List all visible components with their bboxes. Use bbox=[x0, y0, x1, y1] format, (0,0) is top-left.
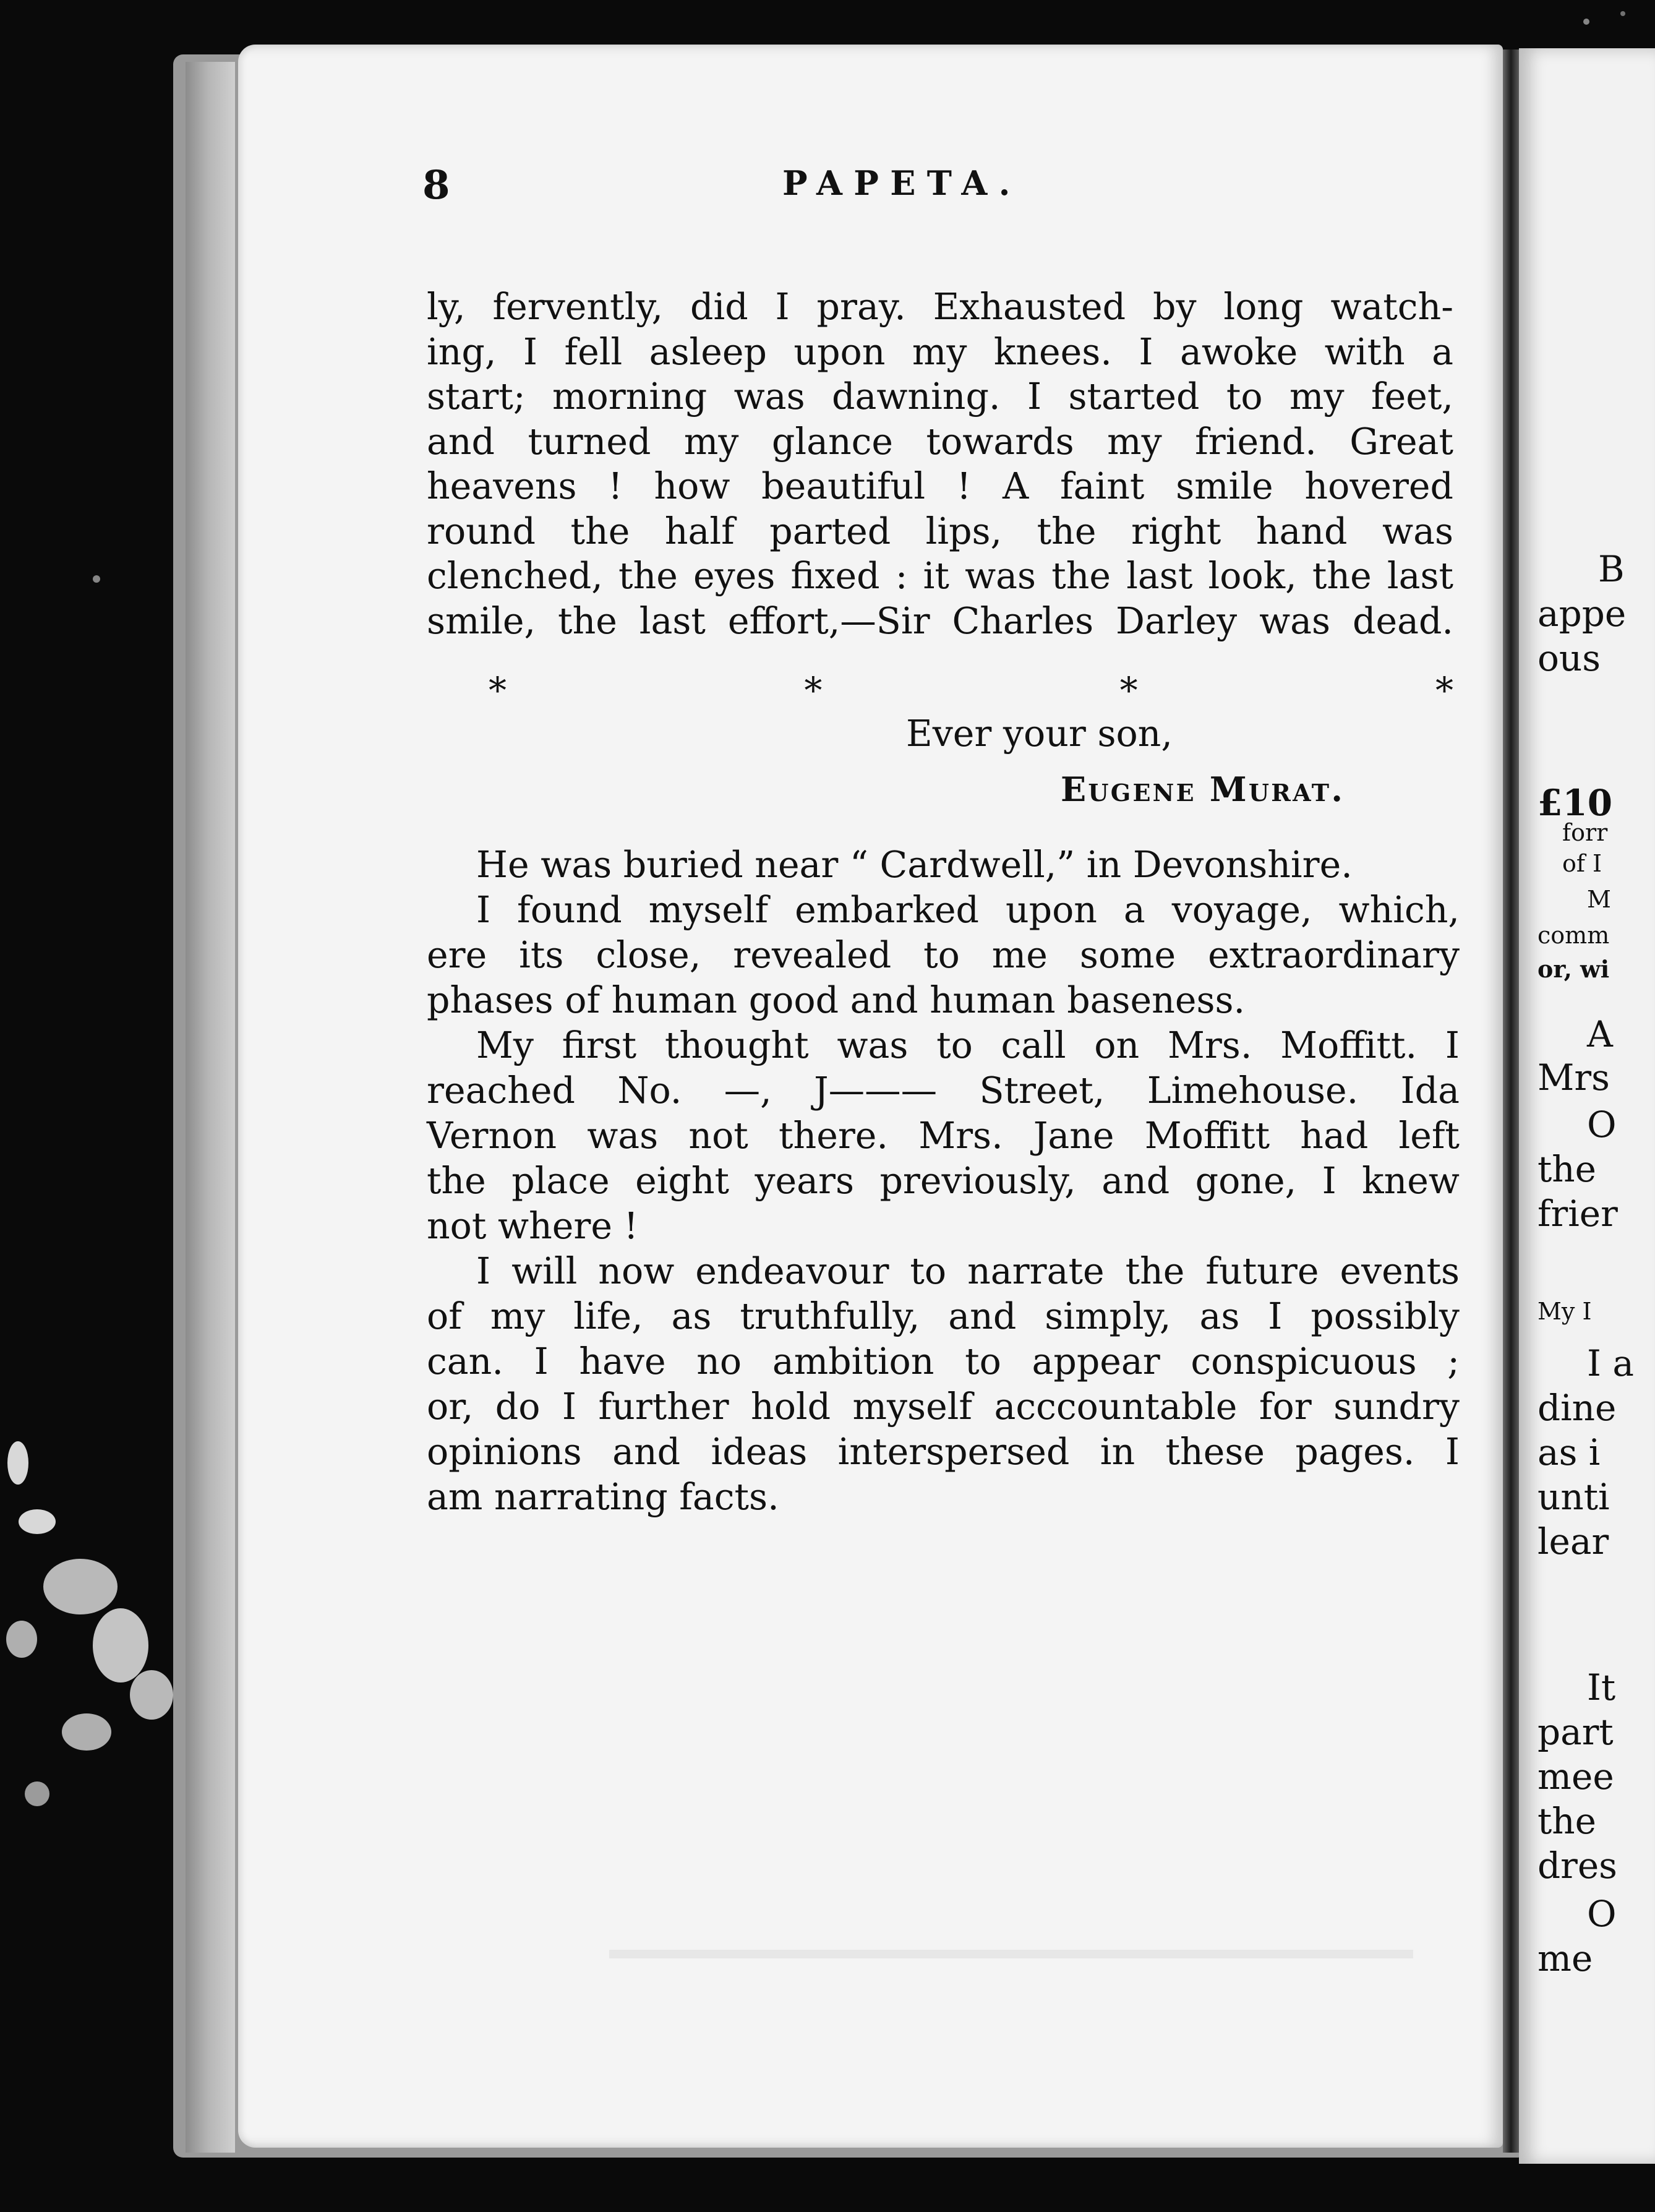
page-number: 8 bbox=[422, 162, 450, 208]
text-line: ing, I fell asleep upon my knees. I awoke with a bbox=[427, 330, 1453, 373]
right-page-text-fragment: I a bbox=[1587, 1342, 1634, 1384]
text-line: the place eight years previously, and gone, I knew bbox=[427, 1160, 1460, 1202]
right-page-text-fragment: dres bbox=[1537, 1845, 1617, 1887]
right-page-text-fragment: A bbox=[1587, 1013, 1613, 1055]
text-line: clenched, the eyes fixed : it was the last look, the last bbox=[427, 555, 1453, 597]
letter-text bbox=[427, 285, 1453, 643]
right-page-text-fragment: part bbox=[1537, 1711, 1614, 1753]
speckle bbox=[62, 1713, 111, 1751]
text-line: ly, fervently, did I pray. Exhausted by long watch- bbox=[427, 286, 1453, 328]
right-page-text-fragment: ous bbox=[1537, 637, 1601, 679]
speckle bbox=[7, 1441, 28, 1485]
text-line: can. I have no ambition to appear conspicuous ; bbox=[427, 1340, 1460, 1382]
letter-closing: Ever your son, bbox=[906, 713, 1173, 755]
section-separator bbox=[489, 669, 1453, 711]
right-page-text-fragment: as i bbox=[1537, 1431, 1601, 1473]
text-line: of my life, as truthfully, and simply, as I possibly bbox=[427, 1295, 1460, 1337]
speckle bbox=[1583, 19, 1589, 25]
right-page-text-fragment: me bbox=[1537, 1937, 1593, 1979]
right-page-text-fragment: comm bbox=[1537, 922, 1610, 949]
book-gutter bbox=[1503, 49, 1519, 2153]
right-page-text-fragment: forr bbox=[1562, 819, 1608, 846]
right-page-text-fragment: dine bbox=[1537, 1387, 1617, 1429]
text-line: My first thought was to call on Mrs. Moffitt. I bbox=[476, 1024, 1460, 1066]
right-page-text-fragment: mee bbox=[1537, 1755, 1614, 1798]
speckle bbox=[1620, 11, 1625, 16]
speckle bbox=[130, 1670, 173, 1720]
right-page-text-fragment: O bbox=[1587, 1893, 1617, 1935]
text-line: heavens ! how beautiful ! A faint smile hovered bbox=[427, 465, 1453, 507]
right-page-text-fragment: O bbox=[1587, 1104, 1617, 1146]
letter-signature: Eugene Murat. bbox=[1061, 769, 1345, 809]
speckle bbox=[93, 575, 100, 583]
text-line: round the half parted lips, the right hand was bbox=[427, 510, 1453, 552]
text-line: start; morning was dawning. I started to my feet, bbox=[427, 375, 1453, 418]
speckle bbox=[19, 1509, 56, 1534]
narrative-text bbox=[427, 842, 1460, 1520]
speckle bbox=[43, 1559, 118, 1614]
right-page-text-fragment: the bbox=[1537, 1800, 1596, 1842]
text-line: am narrating facts. bbox=[427, 1476, 779, 1518]
text-line: He was buried near “ Cardwell,” in Devonshire. bbox=[476, 844, 1353, 886]
text-line: I will now endeavour to narrate the future events bbox=[476, 1250, 1460, 1292]
right-page-text-fragment: or, wi bbox=[1537, 955, 1610, 983]
text-line: reached No. —, J——— Street, Limehouse. Ida bbox=[427, 1070, 1460, 1112]
text-line: Vernon was not there. Mrs. Jane Moffitt had left bbox=[427, 1115, 1460, 1157]
asterisk: * bbox=[489, 669, 507, 711]
right-page-text-fragment: the bbox=[1537, 1148, 1596, 1190]
bleed-through-line bbox=[609, 1950, 1413, 1958]
right-page-text-fragment: of I bbox=[1562, 850, 1602, 877]
speckle bbox=[93, 1608, 148, 1683]
asterisk: * bbox=[1435, 669, 1453, 711]
right-page-text-fragment: It bbox=[1587, 1666, 1616, 1708]
speckle bbox=[25, 1781, 49, 1806]
running-title: PAPETA. bbox=[782, 163, 1022, 203]
text-line: ere its close, revealed to me some extraordinary bbox=[427, 934, 1460, 976]
left-page bbox=[238, 45, 1503, 2148]
text-line: I found myself embarked upon a voyage, which, bbox=[476, 889, 1460, 931]
right-page-text-fragment: My I bbox=[1537, 1298, 1592, 1325]
text-line: not where ! bbox=[427, 1205, 639, 1247]
right-page-text-fragment: £10 bbox=[1537, 782, 1613, 824]
right-page-text-fragment: appe bbox=[1537, 593, 1627, 635]
asterisk: * bbox=[1119, 669, 1138, 711]
right-page-text-fragment: B bbox=[1598, 548, 1625, 590]
right-page-text-fragment: M bbox=[1587, 886, 1611, 913]
text-line: or, do I further hold myself acccountable for sundry bbox=[427, 1386, 1460, 1428]
asterisk: * bbox=[804, 669, 823, 711]
right-page-text-fragment: frier bbox=[1537, 1193, 1618, 1235]
right-page-text-fragment: lear bbox=[1537, 1520, 1609, 1563]
text-line: smile, the last effort,—Sir Charles Darley was dead. bbox=[427, 599, 1453, 642]
text-line: and turned my glance towards my friend. Great bbox=[427, 420, 1453, 463]
text-line: phases of human good and human baseness. bbox=[427, 979, 1246, 1021]
right-page-text-fragment: unti bbox=[1537, 1476, 1610, 1518]
text-line: opinions and ideas interspersed in these pages. I bbox=[427, 1431, 1460, 1473]
right-page-text-fragment: Mrs bbox=[1537, 1057, 1610, 1099]
right-page-partial bbox=[1519, 48, 1655, 2164]
speckle bbox=[6, 1621, 37, 1658]
book-binding-edge bbox=[186, 62, 235, 2153]
